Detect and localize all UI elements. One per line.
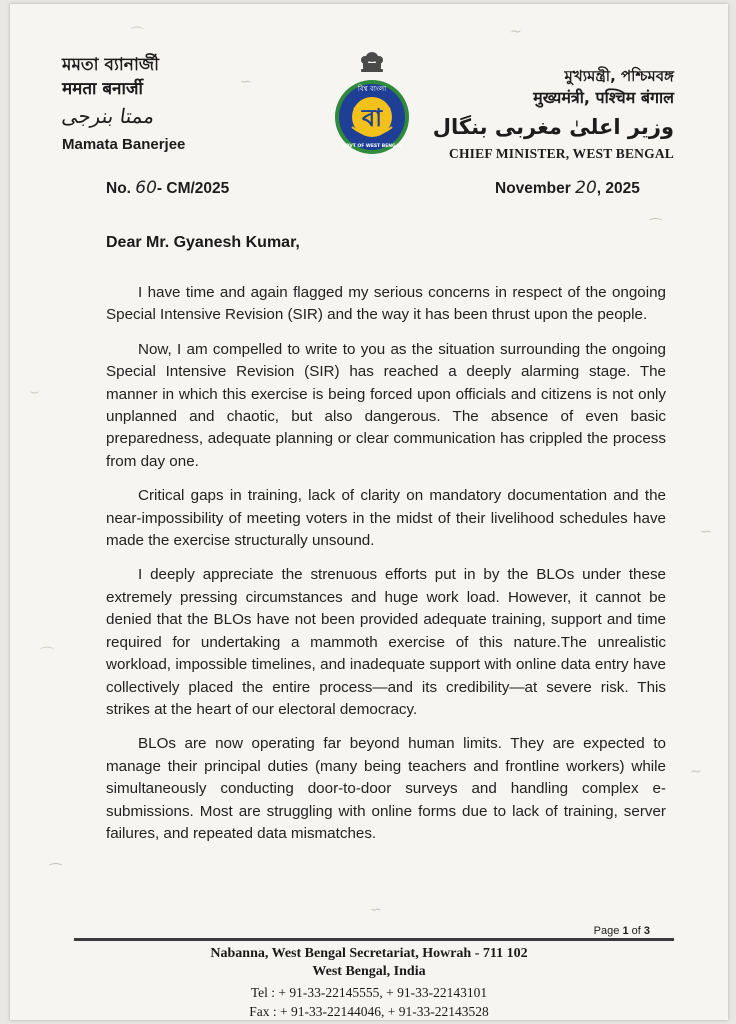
paragraph: I have time and again flagged my serious concerns in respect of the ongoing Special Intensive Revision (SIR) and the way it has been thrust upon the people. bbox=[106, 284, 666, 324]
paragraph: Now, I am compelled to write to you as the situation surrounding the ongoing Special Intensive Revision (SIR) has reached a deeply alarming stage. The manner in which this exercise is being forced upon officials and citizens is not only unplanned and chaotic, but also dangerous. The absence of even basic preparedness, adequate planning or clear communication has crippled the process from day one. bbox=[106, 340, 666, 470]
footer-divider bbox=[74, 938, 674, 941]
date-handwritten-day: 20 bbox=[575, 178, 597, 198]
paper-speck: ∽ bbox=[700, 524, 712, 540]
paper-speck: ∽ bbox=[370, 902, 382, 918]
reference-number bbox=[106, 178, 229, 198]
ref-prefix: No. bbox=[106, 180, 131, 197]
title-bengali: মুখ্যমন্ত্রী, পশ্চিমবঙ্গ bbox=[564, 67, 674, 85]
paper-speck: ~ bbox=[690, 764, 702, 780]
title-urdu: وزیر اعلیٰ مغربی بنگال bbox=[432, 115, 674, 139]
letter-body bbox=[106, 282, 666, 857]
paper-speck: ⁀ bbox=[50, 864, 62, 880]
paper-speck: ⌣ bbox=[30, 384, 40, 400]
name-bengali: মমতা ব্যানার্জী bbox=[62, 55, 159, 75]
name-urdu: ممتا بنرجی bbox=[60, 104, 157, 128]
address-line1: Nabanna, West Bengal Secretariat, Howrah - 711 102 bbox=[210, 946, 528, 961]
paragraph: I deeply appreciate the strenuous efforts put in by the BLOs under these extremely pressing circumstances and huge work load. However, it cannot be denied that the BLOs have not been provided adequate training, support and time required for undertaking a mammoth exercise of this nature.The unrealistic workload, impossible timelines, and inadequate support with online data entry have collectively placed the entire process—and its credibility—at severe risk. This strikes at the heart of our electoral democracy. bbox=[106, 566, 666, 718]
paper-speck: ~ bbox=[510, 24, 522, 40]
ashoka-emblem-icon bbox=[361, 52, 383, 72]
date-year: , 2025 bbox=[596, 180, 640, 197]
ref-suffix: - CM/2025 bbox=[156, 180, 230, 197]
telephone: Tel : + 91-33-22145555, + 91-33-22143101 bbox=[250, 985, 488, 1000]
state-emblem bbox=[332, 49, 412, 161]
name-hindi: ममता बनार्जी bbox=[62, 79, 143, 99]
letterhead-left bbox=[62, 54, 185, 153]
letterhead-right bbox=[433, 66, 674, 162]
fax: Fax : + 91-33-22144046, + 91-33-22143528 bbox=[249, 1004, 489, 1019]
paragraph: Critical gaps in training, lack of clarity on mandatory documentation and the near-impossibility of meeting voters in the midst of their livelihood schedules have made the exercise structurally unsound. bbox=[106, 487, 666, 550]
emblem-caption: GOVT OF WEST BENGAL bbox=[341, 144, 403, 149]
title-english: CHIEF MINISTER, WEST BENGAL bbox=[449, 146, 674, 161]
page-indicator bbox=[594, 925, 650, 937]
emblem-letter: বা bbox=[361, 104, 383, 132]
date-month: November bbox=[495, 180, 571, 197]
letter-page bbox=[10, 4, 728, 1020]
ref-handwritten-number: 60 bbox=[135, 178, 157, 198]
emblem-top-text: বিশ্ব বাংলা bbox=[357, 85, 387, 93]
title-hindi: मुख्यमंत्री, पश्चिम बंगाल bbox=[533, 88, 674, 107]
letter-date bbox=[495, 178, 640, 198]
paper-speck: ⌒ bbox=[40, 647, 54, 663]
paper-speck: ∽ bbox=[240, 74, 252, 90]
paper-speck: ⁀ bbox=[650, 219, 662, 235]
paper-speck: ⌒ bbox=[130, 27, 144, 43]
page-sep: of bbox=[631, 925, 641, 937]
paragraph: BLOs are now operating far beyond human limits. They are expected to manage their principal duties (many being teachers and frontline workers) while simultaneously conducting door-to-door surveys and handling complex e-submissions. Most are struggling with online forms due to lack of training, server failures, and repeated data mismatches. bbox=[106, 735, 666, 842]
page-current: 1 bbox=[622, 925, 629, 937]
footer-address bbox=[10, 945, 728, 1021]
page-total: 3 bbox=[643, 925, 650, 937]
name-english: Mamata Banerjee bbox=[62, 136, 186, 153]
page-prefix: Page bbox=[593, 925, 620, 937]
address-line2: West Bengal, India bbox=[312, 964, 426, 979]
salutation: Dear Mr. Gyanesh Kumar, bbox=[106, 234, 300, 251]
